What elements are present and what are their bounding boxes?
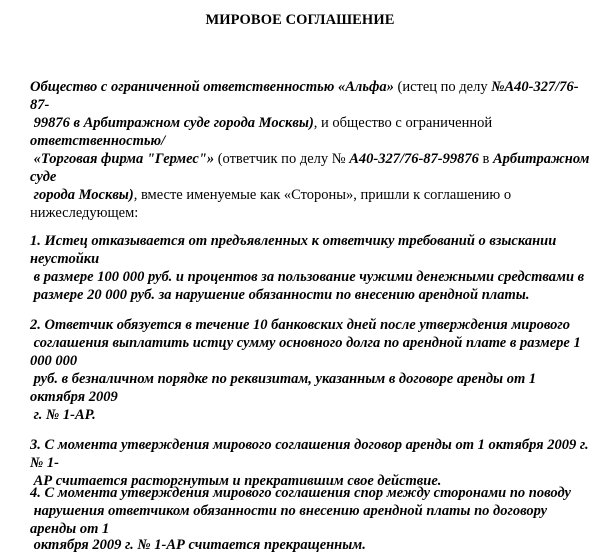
clause-2-line-3: 000 000 (30, 353, 78, 369)
clause-4-line-1: 4. С момента утверждения мирового соглашения спор между сторонами по поводу (30, 485, 571, 501)
document-title: МИРОВОЕ СОГЛАШЕНИЕ (205, 12, 395, 28)
parties-line-7: города Москвы), вместе именуемые как «Стороны», пришли к соглашению о (30, 187, 512, 203)
clause-3-line-3: АР считается расторгнутым и прекратившим свое действие. (30, 473, 442, 489)
clause-2-line-2: соглашения выплатить истцу сумму основного долга по арендной плате в размере 1 (30, 335, 581, 351)
clause-1-line-1: 1. Истец отказывается от предъявленных к ответчику требований о взыскании (30, 233, 557, 249)
parties-line-8: нижеследующем: (30, 205, 139, 221)
parties-line-2: 87- (30, 97, 50, 113)
plaintiff-name: Общество с ограниченной ответственностью «Альфа» (30, 79, 394, 95)
clause-2-line-1: 2. Ответчик обязуется в течение 10 банковских дней после утверждения мирового (30, 317, 570, 333)
parties-line-3: 99876 в Арбитражном суде города Москвы), и общество с ограниченной (30, 115, 493, 131)
clause-4-line-4: октября 2009 г. № 1-АР считается прекращенным. (30, 537, 366, 553)
defendant-name: «Торговая фирма "Гермес"» (30, 151, 215, 167)
plaintiff-case-number: №А40-327/76- (491, 79, 579, 95)
parties-line-4: ответственностью/ (30, 133, 166, 149)
parties-line-5: «Торговая фирма "Гермес"» (ответчик по делу № А40-327/76-87-99876 в Арбитражном (30, 151, 590, 167)
clause-4-line-3: аренды от 1 (30, 521, 110, 537)
parties-line-1: Общество с ограниченной ответственностью «Альфа» (истец по делу №А40-327/76- (30, 79, 579, 95)
clause-1-line-4: размере 20 000 руб. за нарушение обязанности по внесению арендной платы. (30, 287, 530, 303)
clause-1-line-2: неустойки (30, 251, 100, 267)
clause-3-line-2: № 1- (30, 455, 59, 471)
defendant-case-number: А40-327/76-87-99876 (349, 151, 479, 167)
clause-3-line-1: 3. С момента утверждения мирового соглашения договор аренды от 1 октября 2009 г. (30, 437, 589, 453)
clause-2-line-6: г. № 1-АР. (30, 407, 96, 423)
parties-line-6: суде (30, 169, 57, 185)
clause-4-line-2: нарушения ответчиком обязанности по внесению арендной платы по договору (30, 503, 548, 519)
clause-1-line-3: в размере 100 000 руб. и процентов за пользование чужими денежными средствами в (30, 269, 585, 285)
clause-2-line-5: октября 2009 (30, 389, 118, 405)
clause-2-line-4: руб. в безналичном порядке по реквизитам, указанным в договоре аренды от 1 (30, 371, 537, 387)
